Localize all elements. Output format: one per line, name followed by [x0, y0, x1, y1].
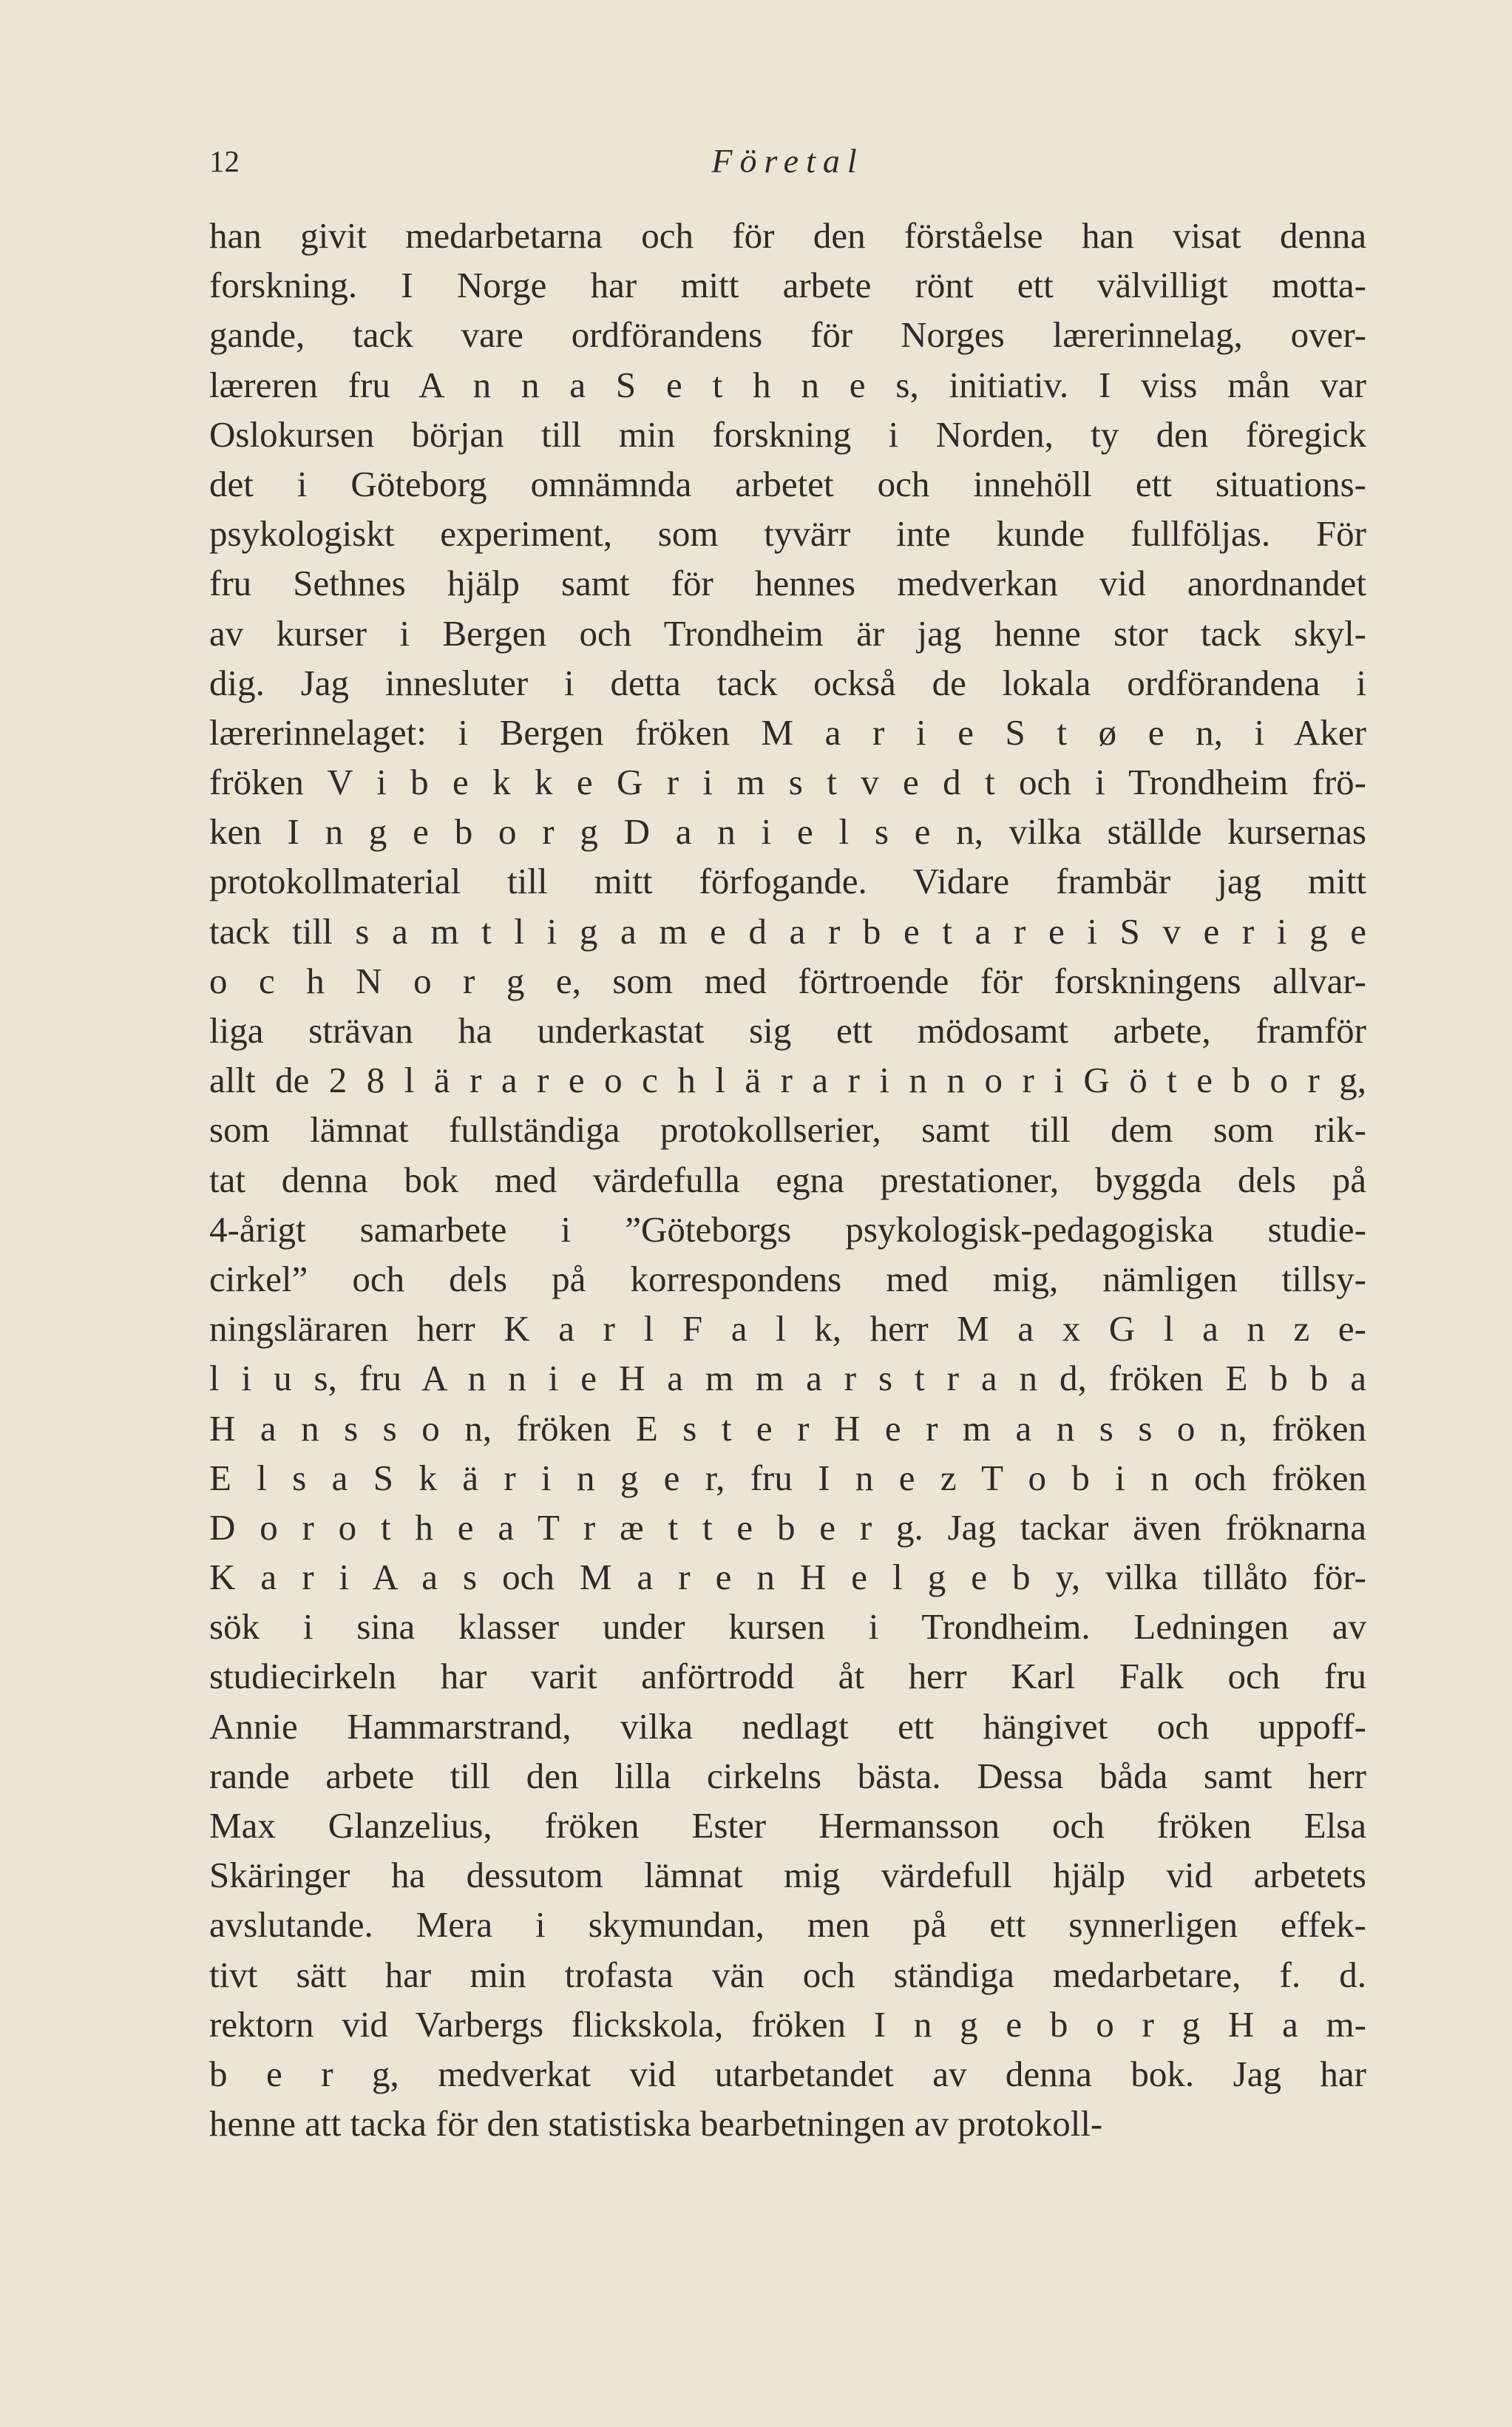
text-line: fru Sethnes hjälp samt för hennes medverkan vid anordnandet	[209, 563, 1366, 604]
page-header	[209, 139, 1366, 183]
text-line: han givit medarbetarna och för den förståelse han visat denna	[209, 215, 1366, 256]
text-line: studiecirkeln har varit anförtrodd åt herr Karl Falk och fru	[209, 1656, 1366, 1697]
running-title: Företal	[711, 142, 864, 180]
text-line: Oslokursen början till min forskning i Norden, ty den föregick	[209, 413, 1366, 455]
text-line: forskning. I Norge har mitt arbete rönt ett välvilligt motta-	[209, 265, 1366, 306]
body-paragraph	[209, 211, 1366, 2148]
text-line: cirkel” och dels på korrespondens med mig, nämligen tillsy-	[209, 1258, 1366, 1299]
text-line: liga strävan ha underkastat sig ett mödosamt arbete, framför	[209, 1010, 1366, 1051]
text-line: ningsläraren herr K a r l F a l k, herr M a x G l a n z e-	[209, 1308, 1366, 1350]
text-line: Annie Hammarstrand, vilka nedlagt ett hängivet och uppoff-	[209, 1705, 1366, 1747]
text-line: fröken V i b e k k e G r i m s t v e d t och i Trondheim frö-	[209, 762, 1366, 803]
text-line: Max Glanzelius, fröken Ester Hermansson och fröken Elsa	[209, 1805, 1366, 1846]
text-line: dig. Jag innesluter i detta tack också de lokala ordförandena i	[209, 662, 1366, 703]
text-line: E l s a S k ä r i n g e r, fru I n e z T o b i n och fröken	[209, 1457, 1366, 1498]
text-line: allt de 2 8 l ä r a r e o c h l ä r a r i n n o r i G ö t e b o r g,	[209, 1060, 1366, 1101]
text-line: Skäringer ha dessutom lämnat mig värdefull hjälp vid arbetets	[209, 1855, 1366, 1896]
text-line: det i Göteborg omnämnda arbetet och innehöll ett situations-	[209, 463, 1366, 504]
text-line: protokollmaterial till mitt förfogande. Vidare frambär jag mitt	[209, 861, 1366, 902]
text-line: b e r g, medverkat vid utarbetandet av denna bok. Jag har	[209, 2053, 1366, 2094]
page-number: 12	[209, 144, 240, 178]
text-line: K a r i A a s och M a r e n H e l g e b y, vilka tillåto för-	[209, 1557, 1366, 1598]
text-line: læreren fru A n n a S e t h n e s, initiativ. I viss mån var	[209, 364, 1366, 405]
text-line: av kurser i Bergen och Trondheim är jag henne stor tack skyl-	[209, 612, 1366, 654]
text-line: ken I n g e b o r g D a n i e l s e n, vilka ställde kursernas	[209, 811, 1366, 853]
text-line: D o r o t h e a T r æ t t e b e r g. Jag tackar även fröknarna	[209, 1506, 1366, 1548]
text-line: 4-årigt samarbete i ”Göteborgs psykologisk-pedagogiska studie-	[209, 1208, 1366, 1250]
text-line: avslutande. Mera i skymundan, men på ett synnerligen effek-	[209, 1904, 1366, 1946]
text-line: tack till s a m t l i g a m e d a r b e t a r e i S v e r i g e	[209, 910, 1366, 952]
text-line: l i u s, fru A n n i e H a m m a r s t r a n d, fröken E b b a	[209, 1358, 1366, 1399]
text-line: tat denna bok med värdefulla egna prestationer, byggda dels på	[209, 1159, 1366, 1200]
text-line: psykologiskt experiment, som tyvärr inte kunde fullföljas. För	[209, 513, 1366, 555]
text-line: H a n s s o n, fröken E s t e r H e r m a n s s o n, fröken	[209, 1407, 1366, 1449]
text-line: rektorn vid Varbergs flickskola, fröken I n g e b o r g H a m-	[209, 2003, 1366, 2045]
text-line: som lämnat fullständiga protokollserier, samt till dem som rik-	[209, 1109, 1366, 1151]
text-line: lærerinnelaget: i Bergen fröken M a r i e S t ø e n, i Aker	[209, 711, 1366, 753]
text-line: tivt sätt har min trofasta vän och ständiga medarbetare, f. d.	[209, 1954, 1366, 1995]
text-line: rande arbete till den lilla cirkelns bästa. Dessa båda samt herr	[209, 1755, 1366, 1796]
text-line: o c h N o r g e, som med förtroende för forskningens allvar-	[209, 960, 1366, 1001]
text-line: gande, tack vare ordförandens för Norges lærerinnelag, over-	[209, 314, 1366, 356]
text-line: sök i sina klasser under kursen i Trondheim. Ledningen av	[209, 1606, 1366, 1648]
text-line: henne att tacka för den statistiska bearbetningen av protokoll-	[209, 2103, 1103, 2145]
